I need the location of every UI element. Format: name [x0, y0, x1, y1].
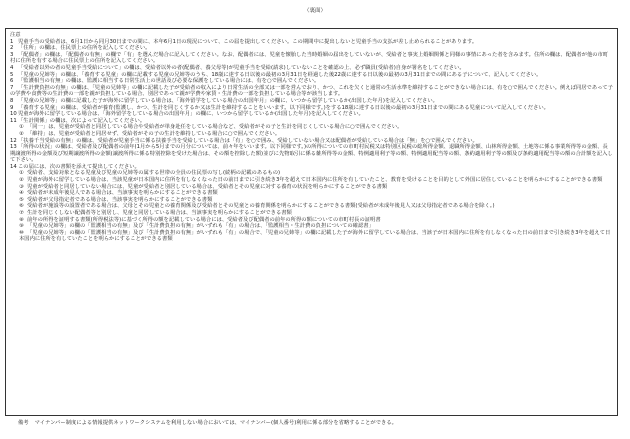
note-item — [10, 111, 613, 118]
note-number: 14 — [10, 163, 17, 170]
note-number: 6 — [10, 78, 14, 85]
note-text: 「所得の状況」の欄は、受給者及び配偶者の前年(1月から5月までの月分については、前々年をいいます。以下同様です。)の所得についての市町村民税又は特別区民税の総所得金額、退職所得金額、山林所得金額、土地等に係る事業所得等の金額、長期譲渡所得の金額及び短期譲渡所得の金額(譲渡所得に係る特別控除を受けた場合は、その額を控除した額)並びに先物取引に係る雑所得等の金額、特例適用利子等の額、特例適用配当等の額、条約適用利子等の額及び条約適用配当等の額の合計額を記入して下さい。 — [10, 144, 613, 164]
note-text: 前年の所得を証明する書類(所得税法等)に基づく所得の額を記載している場合には、受給者及び配偶者の前年の所得の額についての市町村長の証明書 — [27, 216, 381, 223]
note-number: ④ — [19, 190, 24, 197]
note-number: 4 — [10, 64, 14, 71]
note-number: 3 — [10, 51, 14, 58]
note-item — [10, 52, 613, 65]
note-number: 2 — [10, 45, 14, 52]
note-text: 児童が海外に留学している場合は、「海外留学をしている場合の出国年月」の欄に、いつから留学しているか(出国した年月)を記入してください。 — [18, 111, 364, 118]
note-number: 5 — [10, 71, 14, 78]
note-item — [10, 45, 613, 52]
note-text: 「受給者以外の者の児童手当受給について」の欄は、受給者以外の者(配偶者、養父母等)が児童手当を受給(請求)していないことを確認の上、必ず職員(受給者)自身が署名をしてください。 — [18, 64, 465, 71]
note-number: ③ — [19, 183, 24, 190]
note-text: 受給者が未成年後見人である場合は、当該事実を明らかにすることができる書類 — [27, 190, 218, 197]
side-title: （裏面） — [303, 8, 326, 14]
note-number: ② — [19, 177, 24, 184]
note-text: 「児童の兄姉等」の欄は、「養育する児童」の欄に記載する児童の兄姉等のうち、18歳に達する日以後の最初の3月31日を経過した後22歳に達する日以後の最初の3月31日までの間にある子について、記入してください。 — [18, 71, 542, 78]
note-text: 「生計費負担の有無」の欄は、「児童の兄姉等」の欄に記載した子が受給者の収入により日常生活の全部又は一部を営んでおり、かつ、これを欠くと通常の生活水準を維持することができない場合には、有を○で囲んでください。例えば同居であって子の学費や食費等の生計費の一部を親が負担している場合、別居であって親が学費や家賃・生計費の一部を負担している場合等が該当します。 — [10, 84, 613, 98]
note-number: 8 — [10, 97, 14, 104]
note-item — [10, 98, 613, 105]
note-number: ① — [19, 124, 24, 131]
note-text: 生計を同じくしない配偶者等と別居し、児童と同居している場合は、当該事実を明らかにすることができる書類 — [27, 210, 292, 217]
note-number: ⑥ — [19, 203, 24, 210]
note-number: ⑧ — [19, 216, 24, 223]
note-text: 児童手当の受給者は、6月1日から同月30日までの間に、本年6月1日の現況について、この届を提出してください。この期間中に提出しないと児童手当の支払が差し止められることがあります。 — [18, 38, 478, 45]
note-item — [10, 190, 613, 197]
note-text: 「維持」は、児童が受給者と同居せず、受給者がその子の生計を維持している場合に○で囲んでください。 — [27, 130, 281, 137]
notes-list — [10, 39, 613, 243]
notes-heading: 注意 — [10, 32, 21, 38]
note-text: 「住所」の欄は、住民票上の住所を記入してください。 — [18, 45, 151, 52]
footer-label: 備考 — [18, 420, 29, 426]
note-text: 「養育する児童」の欄は、受給者が養育(監護し、かつ、生計を同じくするか又は生計を維持することをいいます。以下同様です。)をする18歳に達する日以後の最初の3月31日までの間にある児童について記入してください。 — [18, 104, 549, 111]
footer-text: マイナンバー制度による情報提供ネットワークシステムを利用しない場合においては、マイナンバー(個人番号)利用に係る部分を省略することができる。 — [34, 420, 397, 426]
note-text: 児童が受給者と同居していない場合には、児童が受給者と別居している場合は、受給者とその児童に対する養育の状況を明らかにすることができる書類 — [27, 183, 388, 190]
note-item — [10, 177, 613, 184]
note-number: ⑨ — [19, 223, 24, 230]
note-number: ① — [19, 170, 24, 177]
note-text: この届には、次の書類を添えて提出してください。 — [18, 163, 140, 170]
note-text: 「配偶者」の欄は、「配偶者の有無」の欄で「有」を選んだ場合に記入してください。なお、配偶者には、児童を懐胎した当時婚姻の届出をしていないが、受給者と事実上婚姻関係と同様の事情にあった者を含みます。住所の欄は、配偶者が他の市町村に住所を有する場合に住民票上の住所を記入してください。 — [10, 51, 609, 65]
note-number: 1 — [10, 38, 14, 45]
note-item — [10, 124, 613, 131]
note-text: 「生計関係」の欄は、次によって記入してください。 — [18, 117, 146, 124]
note-item — [10, 210, 613, 217]
note-text: 「児童の兄姉等」の欄の「監護相当の有無」及び「生計費負担の有無」がいずれも「有」の場合で、「児童の兄姉等」の欄に記載した子が海外に留学している場合は、当該子が日本国内に住所を有しなくなった日の前日まで引き続き3年を超えて日本国内に住所を有していたことを明らかにすることができる書類 — [19, 229, 611, 243]
note-text: 「扶養千当受給の有無」の欄は、受給者が児童手当に係る扶養手当を受給している場合は「有」を○で囲み、受給していない場合又は配偶者が受給している場合は「無」を○で囲んでください。 — [18, 137, 478, 144]
note-text: 児童が海外に留学している場合は、当該児童が日本国内に住所を有しなくなった日の前日までに引き続き3年を超えて日本国内に住所を有していたこと、教育を受けることを目的として外国に居住していることを明らかにすることができる書類 — [27, 177, 603, 184]
note-text: 「児童の兄姉等」の欄に記載した子が海外に留学している場合は、「海外留学をしている場合の出国年月」の欄に、いつから留学しているか(出国した年月)を記入してください。 — [18, 97, 438, 104]
note-text: 受給者が父母指定者である場合は、当該事実を明らかにすることができる書類 — [27, 196, 213, 203]
note-number: ⑦ — [19, 210, 24, 217]
note-number: 9 — [10, 104, 14, 111]
note-number: ⑩ — [19, 229, 24, 236]
note-number: ② — [19, 130, 24, 137]
notes-box — [5, 28, 618, 416]
note-number: 13 — [10, 144, 17, 151]
note-number: 11 — [10, 117, 17, 124]
note-number: ⑤ — [19, 196, 24, 203]
footer-note — [18, 420, 618, 427]
note-text: 受給者、支給対象となる児童及び児童の兄姉等の属する世帯の全員の住民票の写し(続柄の記載のあるもの) — [27, 170, 281, 177]
note-text: 「児童の兄姉等」の欄の「監護相当の有無」及び「生計費負担の有無」がいずれも「有」の場合は、「監護相当・生計費の負担についての確認書」 — [27, 223, 374, 230]
note-item — [10, 144, 613, 164]
note-number: 7 — [10, 84, 14, 91]
note-item — [10, 85, 613, 98]
note-text: 「同一」は、児童が受給者と同居している場合や受給者が単身赴任をしている場合など、受給者がその子と生計を同じくしている場合に○で囲んでください。 — [27, 124, 403, 131]
note-text: 受給者が施設等の設置者である場合は、父母とその児童との養育関係及び受給者とその児童との養育関係を明らかにすることができる書類(受給者が未成年後見人又は父母指定者である場合を除く。) — [27, 203, 495, 210]
note-text: 「監護相当の有無」の欄は、監護に相当する日常生活上の世話及び必要な保護をしている場合には、有を○で囲んでください。 — [18, 78, 320, 85]
note-number: 12 — [10, 137, 17, 144]
note-item — [10, 78, 613, 85]
note-number: 10 — [10, 111, 17, 118]
note-item — [10, 131, 613, 138]
note-item — [10, 223, 613, 230]
note-item — [10, 65, 613, 72]
note-item — [10, 230, 613, 243]
